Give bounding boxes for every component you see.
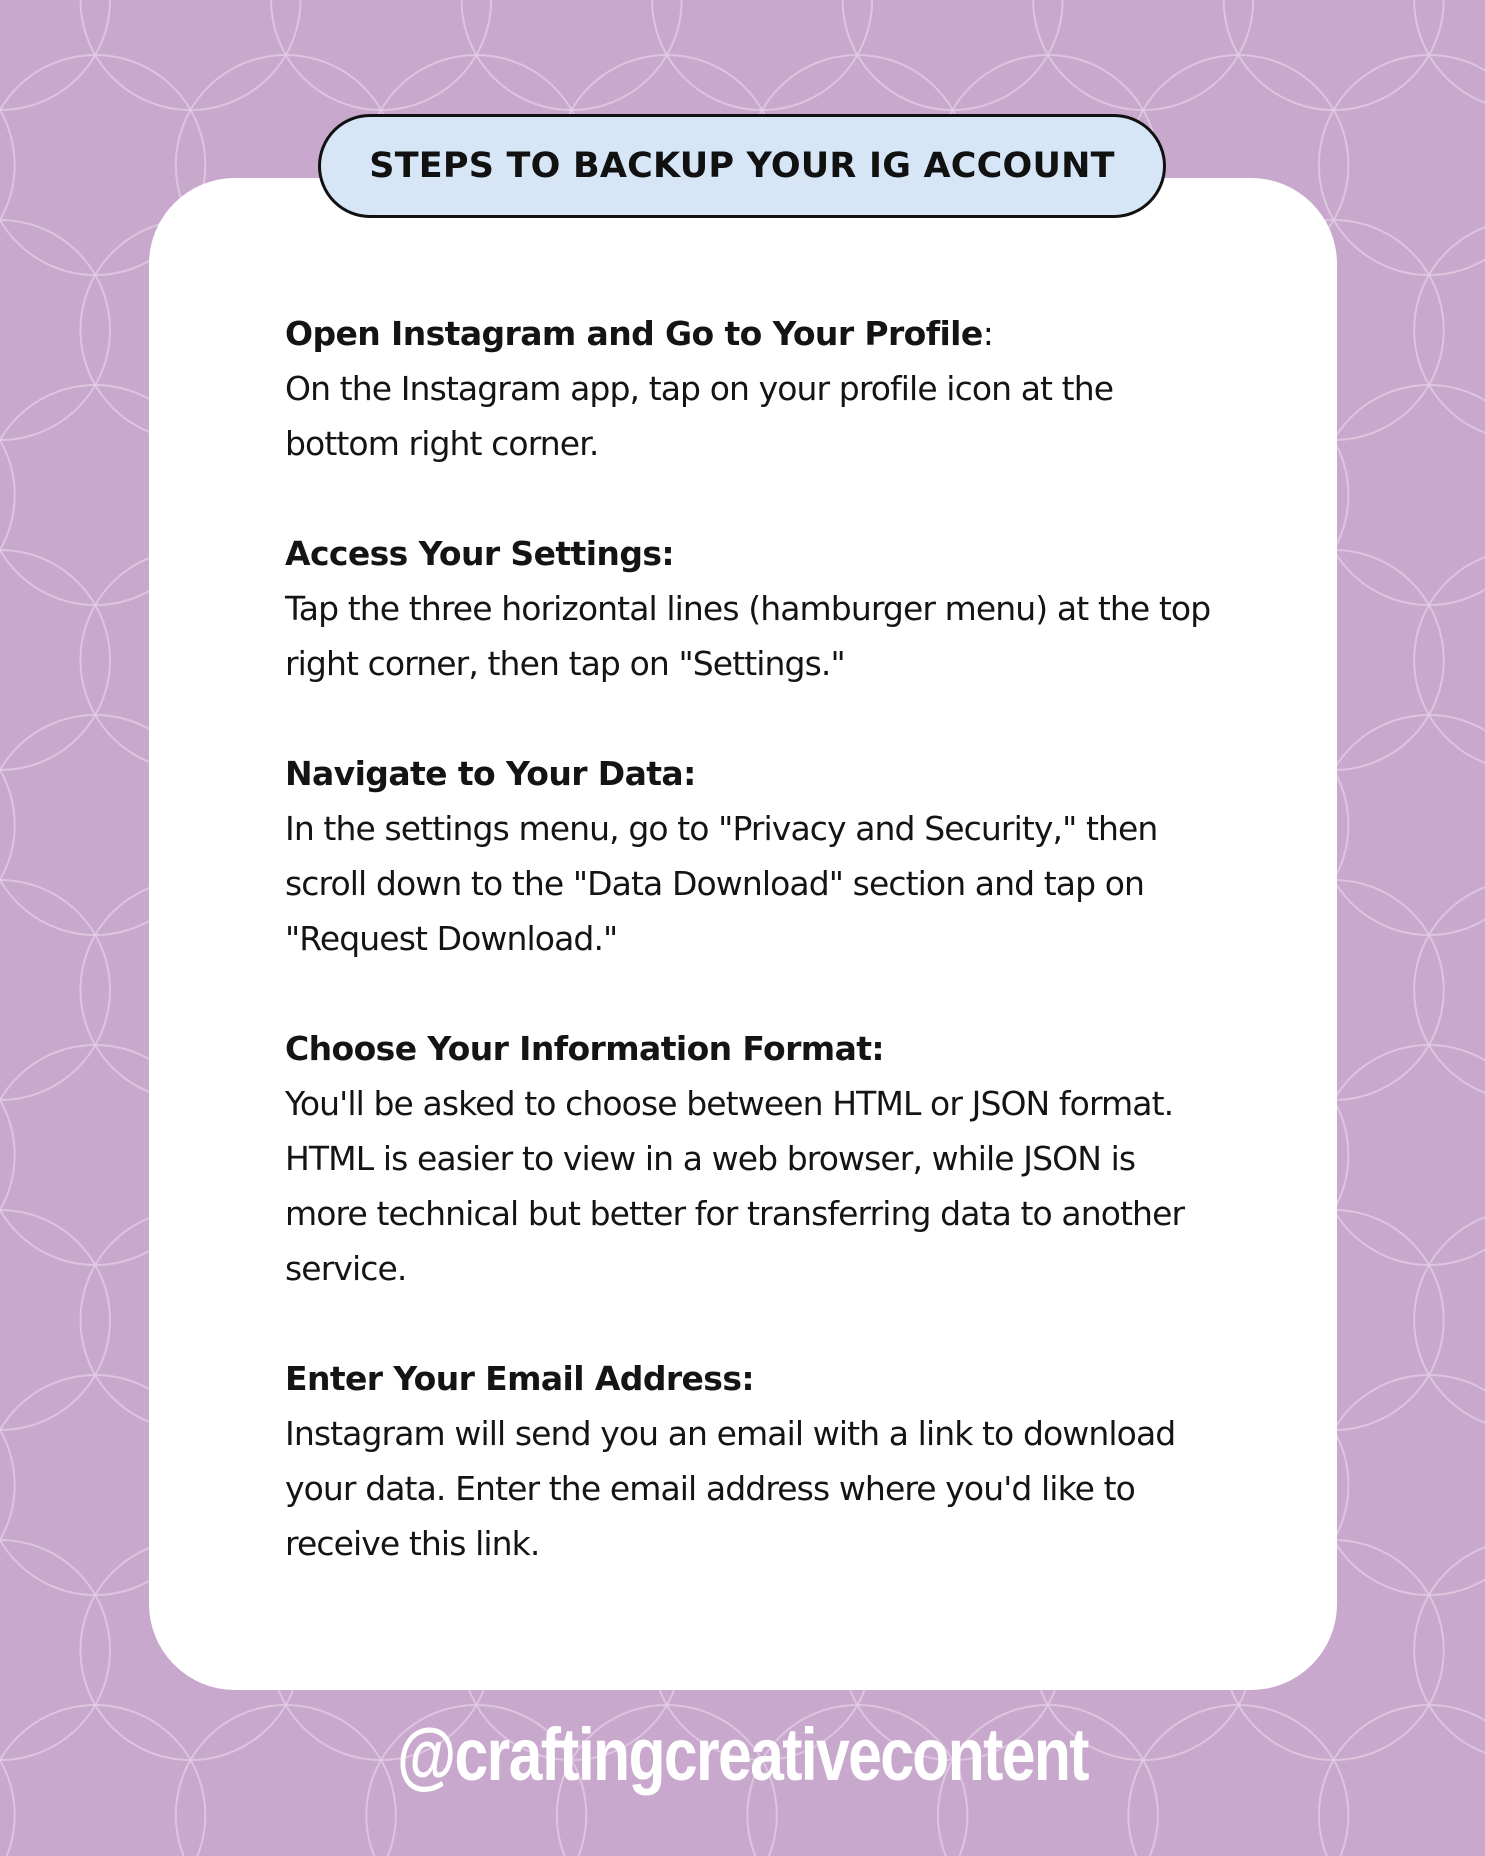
pattern-circle — [1414, 880, 1485, 1100]
step-description: Instagram will send you an email with a link to download your data. Enter the email address where you'd like to receive this link. — [285, 1414, 1176, 1563]
step-navigate-data — [285, 746, 1225, 966]
steps-list — [285, 306, 1225, 1626]
pattern-circle — [0, 550, 110, 770]
step-description: You'll be asked to choose between HTML or JSON format. HTML is easier to view in a web browser, while JSON is more technical but better for transferring data to another service. — [285, 1084, 1185, 1288]
pattern-circle — [271, 0, 491, 110]
pattern-circle — [1319, 55, 1485, 275]
pattern-circle — [0, 385, 15, 605]
pattern-circle — [1224, 0, 1444, 110]
pattern-circle — [1033, 0, 1253, 110]
social-handle: @craftingcreativecontent — [396, 1713, 1088, 1796]
step-heading: Access Your Settings: — [285, 534, 674, 573]
pattern-circle — [1414, 220, 1485, 440]
step-access-settings — [285, 526, 1225, 691]
title-banner — [318, 114, 1166, 218]
step-open-profile — [285, 306, 1225, 471]
pattern-circle — [1414, 1540, 1485, 1760]
pattern-circle — [0, 880, 110, 1100]
page-title: STEPS TO BACKUP YOUR IG ACCOUNT — [369, 146, 1115, 186]
pattern-circle — [81, 0, 301, 110]
pattern-circle — [0, 715, 15, 935]
step-description: On the Instagram app, tap on your profile icon at the bottom right corner. — [285, 369, 1114, 463]
pattern-circle — [1414, 550, 1485, 770]
pattern-circle — [652, 0, 872, 110]
pattern-circle — [0, 1540, 110, 1760]
step-description: Tap the three horizontal lines (hamburger menu) at the top right corner, then tap on "Settings." — [285, 589, 1211, 683]
pattern-circle — [462, 0, 682, 110]
step-enter-email — [285, 1351, 1225, 1571]
pattern-circle — [0, 1210, 110, 1430]
pattern-circle — [843, 0, 1063, 110]
pattern-circle — [0, 1045, 15, 1265]
pattern-circle — [1319, 715, 1485, 935]
pattern-circle — [0, 1375, 15, 1595]
pattern-circle — [0, 55, 15, 275]
step-heading: Enter Your Email Address: — [285, 1359, 754, 1398]
step-heading: Open Instagram and Go to Your Profile: — [285, 314, 994, 353]
pattern-circle — [1319, 1375, 1485, 1595]
pattern-circle — [1319, 1045, 1485, 1265]
pattern-circle — [1319, 385, 1485, 605]
step-description: In the settings menu, go to "Privacy and Security," then scroll down to the "Data Download" section and tap on "Request Download." — [285, 809, 1158, 958]
pattern-circle — [0, 220, 110, 440]
pattern-circle — [1414, 1210, 1485, 1430]
step-choose-format — [285, 1021, 1225, 1296]
step-heading: Choose Your Information Format: — [285, 1029, 885, 1068]
step-heading: Navigate to Your Data: — [285, 754, 696, 793]
pattern-circle — [0, 1705, 15, 1856]
